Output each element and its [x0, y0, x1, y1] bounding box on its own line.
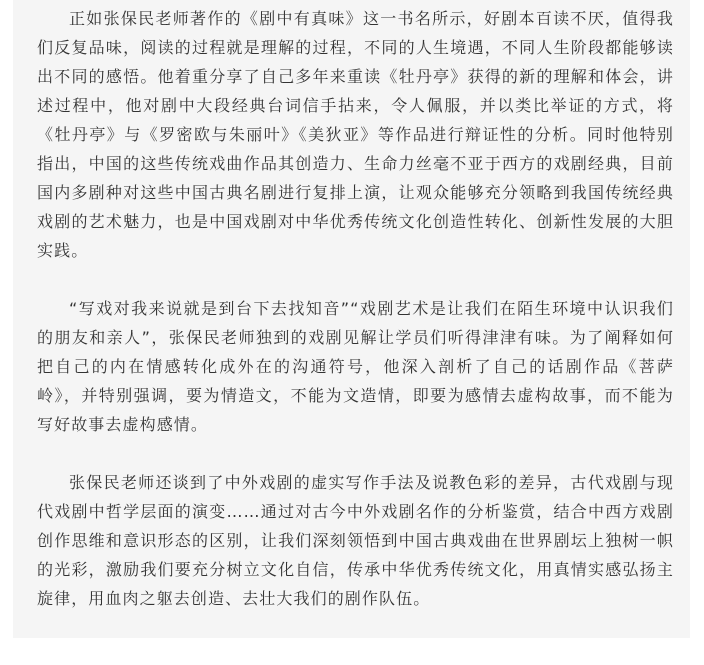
paragraph-book-review: 正如张保民老师著作的《剧中有真味》这一书名所示，好剧本百读不厌，值得我们反复品味，阅读的过程就是理解的过程，不同的人生境遇，不同人生阶段都能够读出不同的感悟。他着重分享了自己多年来重读《牡丹亭》获得的新的理解和体会，讲述过程中，他对剧中大段经典台词信手拈来，令人佩服，并以类比举证的方式，将《牡丹亭》与《罗密欧与朱丽叶》《美狄亚》等作品进行辩证性的分析。同时他特别指出，中国的这些传统戏曲作品其创造力、生命力丝毫不亚于西方的戏剧经典，目前国内多剧种对这些中国古典名剧进行复排上演，让观众能够充分领略到我国传统经典戏剧的艺术魅力，也是中国戏剧对中华优秀传统文化创造性转化、创新性发展的大胆实践。 [37, 9, 674, 260]
paragraph-drama-views: “写戏对我来说就是到台下去找知音”“戏剧艺术是让我们在陌生环境中认识我们的朋友和亲人”，张保民老师独到的戏剧见解让学员们听得津津有味。为了阐释如何把自己的内在情感转化成外在的沟通符号，他深入剖析了自己的话剧作品《菩萨岭》，并特别强调，要为情造文，不能为文造情，即要为感情去虚构故事，而不能为写好故事去虚构感情。 [37, 299, 674, 434]
article-card [13, 0, 690, 638]
paragraph-east-west-drama: 张保民老师还谈到了中外戏剧的虚实写作手法及说教色彩的差异，古代戏剧与现代戏剧中哲学层面的演变……通过对古今中外戏剧名作的分析鉴赏，结合中西方戏剧创作思维和意识形态的区别，让我们深刻领悟到中国古典戏曲在世界剧坛上独树一帜的光彩，激励我们要充分树立文化自信，传承中华优秀传统文化，用真情实感弘扬主旋律，用血肉之躯去创造、去壮大我们的剧作队伍。 [37, 473, 674, 608]
